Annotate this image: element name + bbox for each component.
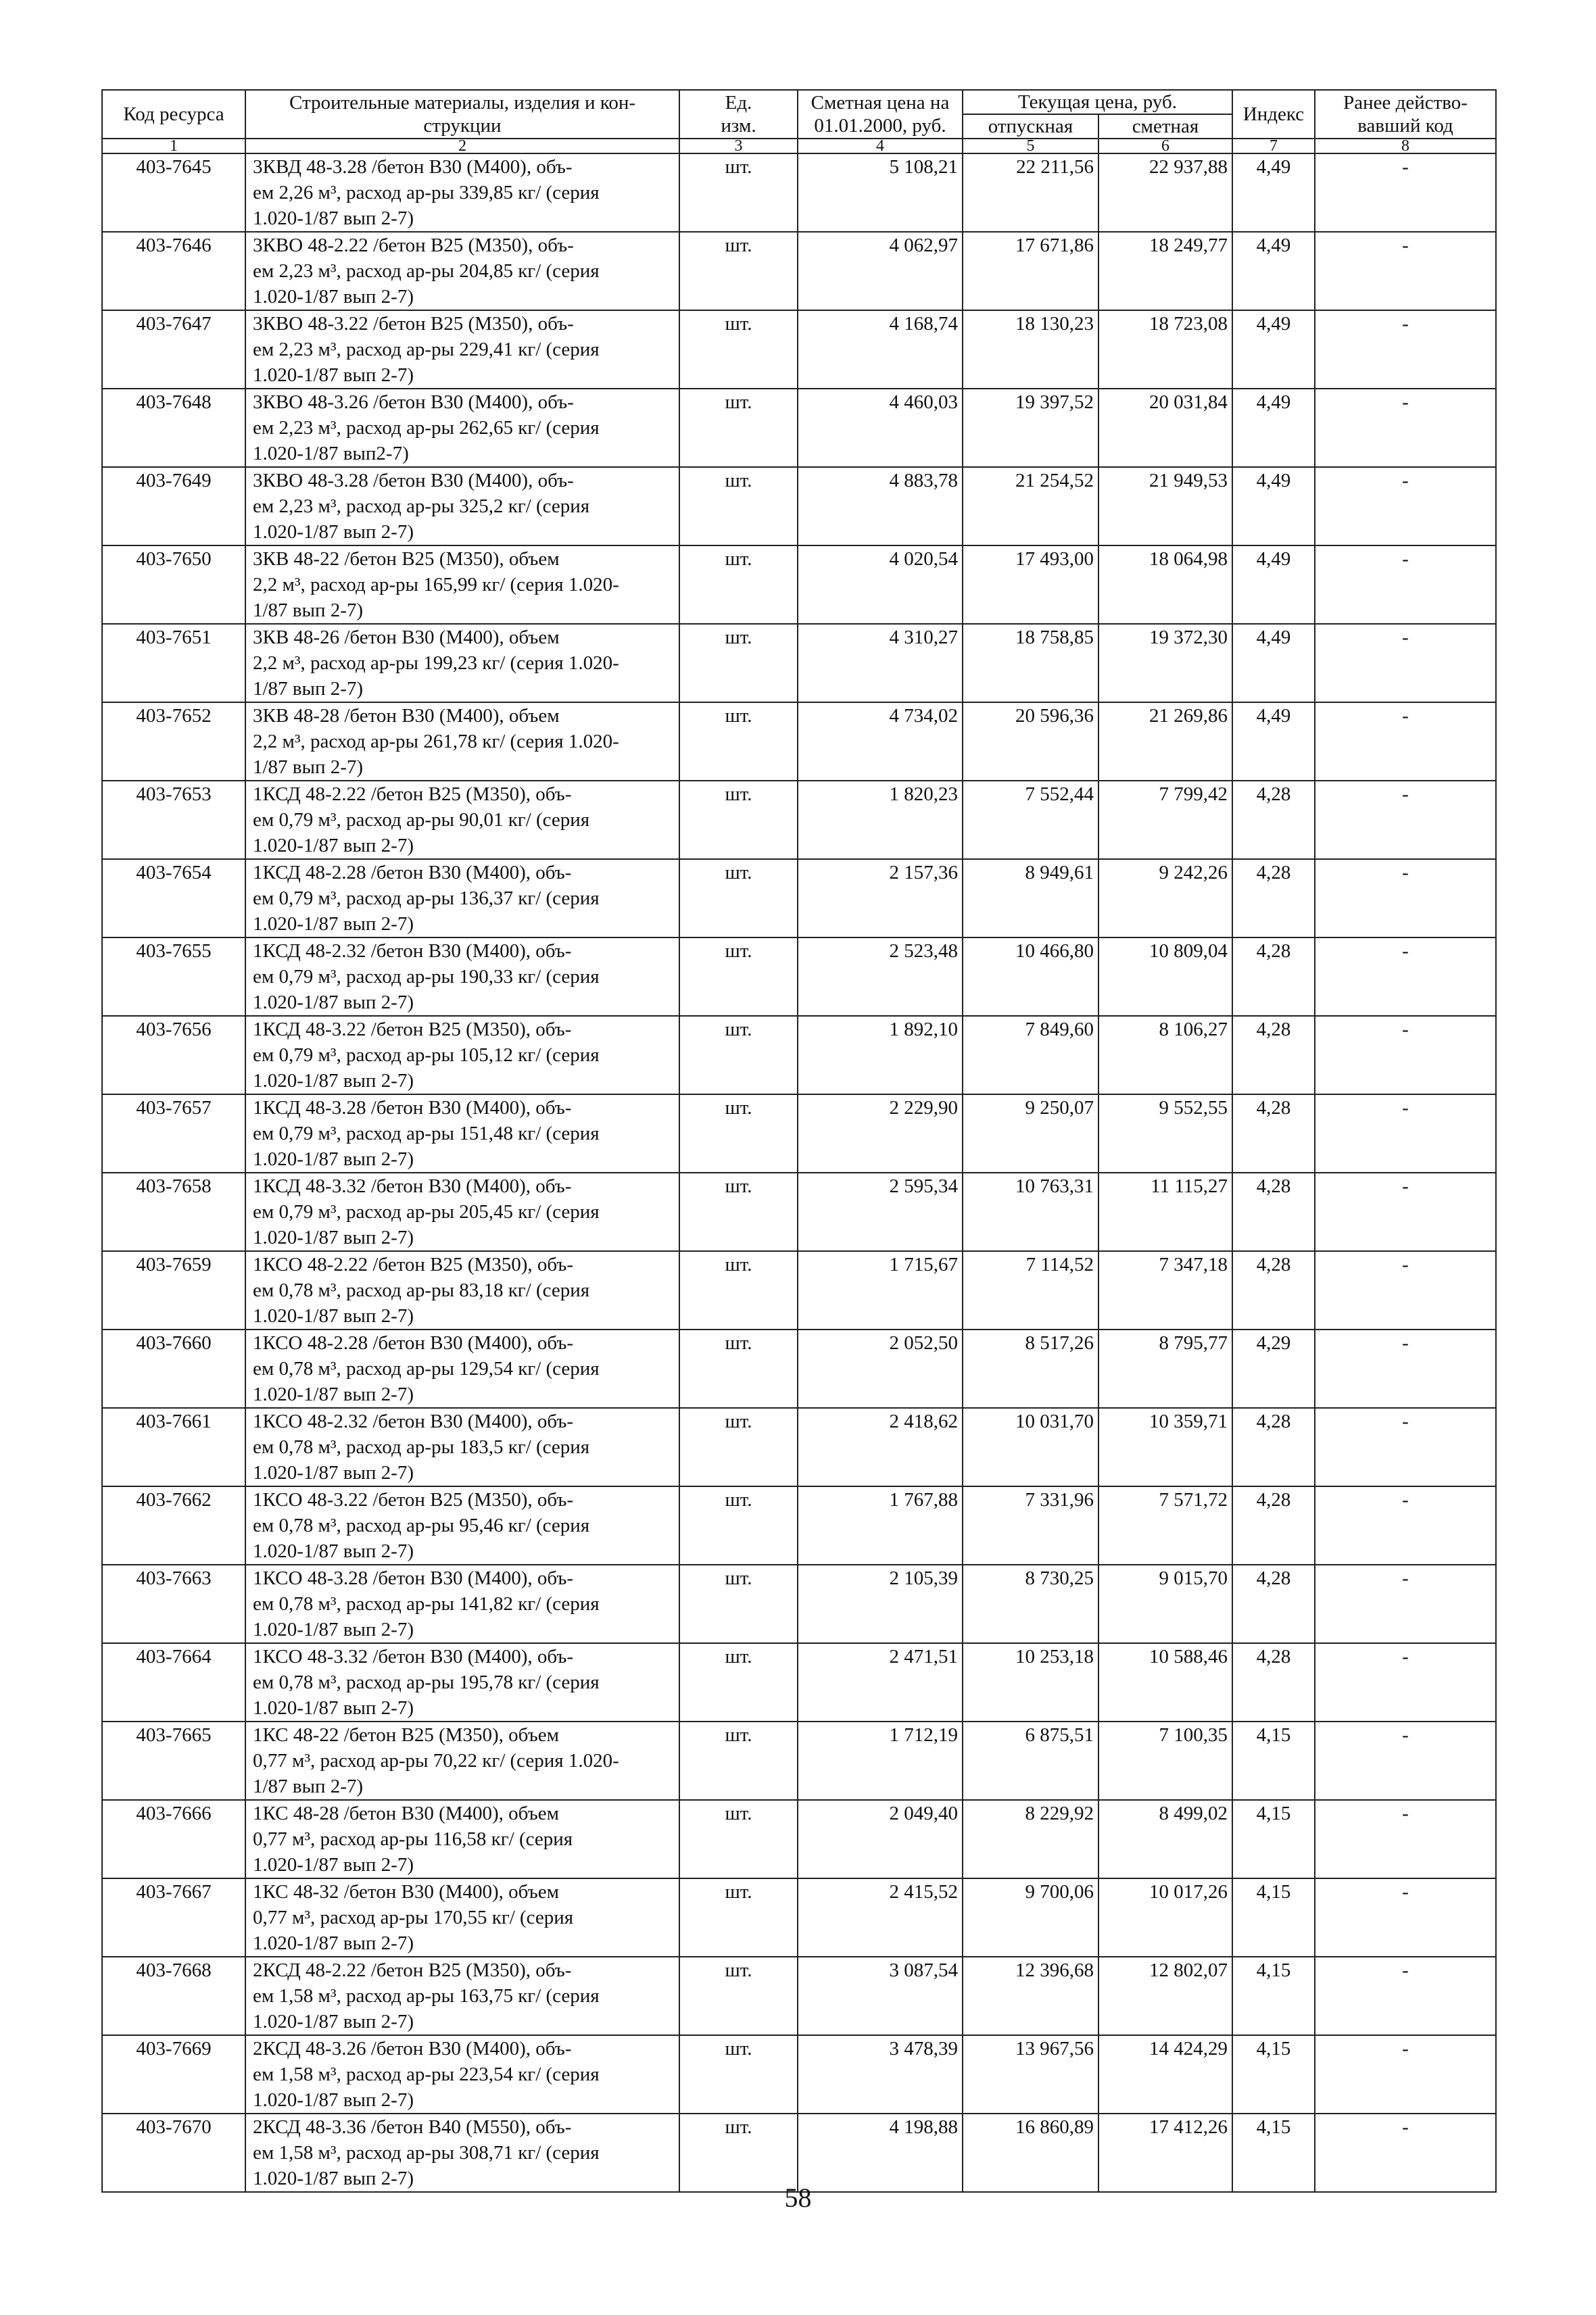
previous-code-cell: - [1315,1486,1496,1565]
base-price-cell: 2 229,90 [798,1094,963,1173]
unit-cell: шт. [679,389,798,467]
price-index-cell: 4,28 [1232,1016,1315,1094]
base-price-cell: 3 478,39 [798,2035,963,2114]
unit-cell: шт. [679,624,798,702]
resource-code-cell: 403-7655 [102,937,245,1016]
base-price-cell: 2 523,48 [798,937,963,1016]
resource-code-cell: 403-7647 [102,310,245,389]
table-row [102,1330,1496,1408]
base-price-cell: 4 883,78 [798,467,963,545]
estimate-price-cell: 9 552,55 [1098,1094,1232,1173]
resource-code-cell: 403-7651 [102,624,245,702]
estimate-price-cell: 22 937,88 [1098,153,1232,232]
base-price-cell: 1 712,19 [798,1722,963,1800]
resource-code-cell: 403-7652 [102,702,245,781]
material-name-cell: 1КСД 48-3.28 /бетон В30 (М400), объ- ем 0,79 м³, расход ар-ры 151,48 кг/ (серия 1.020-1/87 вып 2-7) [245,1094,679,1173]
material-name-cell: 2КСД 48-3.36 /бетон В40 (М550), объ- ем 1,58 м³, расход ар-ры 308,71 кг/ (серия 1.020-1/87 вып 2-7) [245,2114,679,2192]
sale-price-cell: 16 860,89 [963,2114,1098,2192]
material-name-cell: 1КСО 48-3.32 /бетон В30 (М400), объ- ем 0,78 м³, расход ар-ры 195,78 кг/ (серия 1.020-1/87 вып 2-7) [245,1643,679,1722]
unit-cell: шт. [679,232,798,310]
material-name-cell: 2КСД 48-3.26 /бетон В30 (М400), объ- ем 1,58 м³, расход ар-ры 223,54 кг/ (серия 1.020-1/87 вып 2-7) [245,2035,679,2114]
column-number: 4 [798,139,963,153]
material-name-cell: 1КСО 48-3.28 /бетон В30 (М400), объ- ем 0,78 м³, расход ар-ры 141,82 кг/ (серия 1.020-1/87 вып 2-7) [245,1565,679,1643]
table-row [102,1408,1496,1486]
price-index-cell: 4,28 [1232,1251,1315,1330]
sale-price-cell: 20 596,36 [963,702,1098,781]
base-price-cell: 5 108,21 [798,153,963,232]
unit-cell: шт. [679,1330,798,1408]
material-name-cell: 1КСО 48-2.22 /бетон В25 (М350), объ- ем 0,78 м³, расход ар-ры 83,18 кг/ (серия 1.020-1/87 вып 2-7) [245,1251,679,1330]
previous-code-cell: - [1315,1251,1496,1330]
estimate-price-cell: 14 424,29 [1098,2035,1232,2114]
previous-code-cell: - [1315,1643,1496,1722]
previous-code-cell: - [1315,781,1496,859]
estimate-price-cell: 10 017,26 [1098,1878,1232,1957]
resource-code-cell: 403-7649 [102,467,245,545]
table-row [102,153,1496,232]
table-row [102,702,1496,781]
previous-code-cell: - [1315,545,1496,624]
table-row [102,1957,1496,2035]
resource-code-cell: 403-7660 [102,1330,245,1408]
unit-cell: шт. [679,1565,798,1643]
estimate-price-cell: 21 949,53 [1098,467,1232,545]
header-name: Строительные материалы, изделия и кон- струкции [245,90,679,139]
previous-code-cell: - [1315,1408,1496,1486]
base-price-cell: 1 892,10 [798,1016,963,1094]
previous-code-cell: - [1315,232,1496,310]
estimate-price-cell: 7 347,18 [1098,1251,1232,1330]
table-row [102,1722,1496,1800]
table-row [102,859,1496,937]
estimate-price-cell: 20 031,84 [1098,389,1232,467]
base-price-cell: 1 767,88 [798,1486,963,1565]
sale-price-cell: 22 211,56 [963,153,1098,232]
estimate-price-cell: 17 412,26 [1098,2114,1232,2192]
resource-code-cell: 403-7668 [102,1957,245,2035]
sale-price-cell: 13 967,56 [963,2035,1098,2114]
table-row [102,2035,1496,2114]
unit-cell: шт. [679,1800,798,1878]
table-row [102,389,1496,467]
base-price-cell: 4 460,03 [798,389,963,467]
table-row [102,1878,1496,1957]
table-row [102,1251,1496,1330]
material-name-cell: 3КВО 48-3.26 /бетон В30 (М400), объ- ем 2,23 м³, расход ар-ры 262,65 кг/ (серия 1.020-1/87 вып2-7) [245,389,679,467]
unit-cell: шт. [679,859,798,937]
column-number: 7 [1232,139,1315,153]
resource-code-cell: 403-7657 [102,1094,245,1173]
table-row [102,1565,1496,1643]
sale-price-cell: 17 493,00 [963,545,1098,624]
unit-cell: шт. [679,1957,798,2035]
price-index-cell: 4,15 [1232,2035,1315,2114]
price-table-sheet [101,89,1495,2193]
unit-cell: шт. [679,781,798,859]
resource-code-cell: 403-7662 [102,1486,245,1565]
previous-code-cell: - [1315,310,1496,389]
estimate-price-cell: 18 723,08 [1098,310,1232,389]
resource-code-cell: 403-7665 [102,1722,245,1800]
price-index-cell: 4,28 [1232,1486,1315,1565]
estimate-price-cell: 8 106,27 [1098,1016,1232,1094]
material-name-cell: 1КСО 48-2.32 /бетон В30 (М400), объ- ем 0,78 м³, расход ар-ры 183,5 кг/ (серия 1.020-1/87 вып 2-7) [245,1408,679,1486]
price-index-cell: 4,28 [1232,1094,1315,1173]
sale-price-cell: 17 671,86 [963,232,1098,310]
base-price-cell: 2 595,34 [798,1173,963,1251]
estimate-price-cell: 10 809,04 [1098,937,1232,1016]
estimate-price-cell: 9 015,70 [1098,1565,1232,1643]
material-name-cell: 3КВО 48-3.28 /бетон В30 (М400), объ- ем 2,23 м³, расход ар-ры 325,2 кг/ (серия 1.020-1/87 вып 2-7) [245,467,679,545]
table-row [102,1643,1496,1722]
material-name-cell: 3КВ 48-22 /бетон В25 (М350), объем 2,2 м³, расход ар-ры 165,99 кг/ (серия 1.020- 1/87 вып 2-7) [245,545,679,624]
sale-price-cell: 8 229,92 [963,1800,1098,1878]
estimate-price-cell: 21 269,86 [1098,702,1232,781]
table-row [102,1094,1496,1173]
unit-cell: шт. [679,1878,798,1957]
price-index-cell: 4,49 [1232,389,1315,467]
price-index-cell: 4,49 [1232,545,1315,624]
column-number: 2 [245,139,679,153]
sale-price-cell: 7 849,60 [963,1016,1098,1094]
base-price-cell: 3 087,54 [798,1957,963,2035]
previous-code-cell: - [1315,1016,1496,1094]
table-row [102,467,1496,545]
resource-code-cell: 403-7669 [102,2035,245,2114]
table-row [102,624,1496,702]
material-name-cell: 1КСД 48-3.22 /бетон В25 (М350), объ- ем 0,79 м³, расход ар-ры 105,12 кг/ (серия 1.020-1/87 вып 2-7) [245,1016,679,1094]
sale-price-cell: 18 130,23 [963,310,1098,389]
resource-code-cell: 403-7650 [102,545,245,624]
previous-code-cell: - [1315,153,1496,232]
sale-price-cell: 9 700,06 [963,1878,1098,1957]
base-price-cell: 4 062,97 [798,232,963,310]
estimate-price-cell: 7 799,42 [1098,781,1232,859]
price-index-cell: 4,15 [1232,1800,1315,1878]
resource-code-cell: 403-7670 [102,2114,245,2192]
sale-price-cell: 8 730,25 [963,1565,1098,1643]
base-price-cell: 1 715,67 [798,1251,963,1330]
sale-price-cell: 8 517,26 [963,1330,1098,1408]
table-row [102,1486,1496,1565]
estimate-price-cell: 10 359,71 [1098,1408,1232,1486]
base-price-cell: 2 105,39 [798,1565,963,1643]
previous-code-cell: - [1315,1173,1496,1251]
page-number: 58 [784,2183,812,2213]
resource-code-cell: 403-7653 [102,781,245,859]
sale-price-cell: 10 031,70 [963,1408,1098,1486]
price-index-cell: 4,49 [1232,702,1315,781]
table-row [102,1173,1496,1251]
base-price-cell: 1 820,23 [798,781,963,859]
column-number-row [102,139,1496,153]
column-number: 5 [963,139,1098,153]
material-name-cell: 3КВ 48-28 /бетон В30 (М400), объем 2,2 м³, расход ар-ры 261,78 кг/ (серия 1.020- 1/87 вып 2-7) [245,702,679,781]
material-name-cell: 2КСД 48-2.22 /бетон В25 (М350), объ- ем 1,58 м³, расход ар-ры 163,75 кг/ (серия 1.020-1/87 вып 2-7) [245,1957,679,2035]
material-name-cell: 1КСД 48-2.28 /бетон В30 (М400), объ- ем 0,79 м³, расход ар-ры 136,37 кг/ (серия 1.020-1/87 вып 2-7) [245,859,679,937]
material-name-cell: 1КСО 48-3.22 /бетон В25 (М350), объ- ем 0,78 м³, расход ар-ры 95,46 кг/ (серия 1.020-1/87 вып 2-7) [245,1486,679,1565]
price-index-cell: 4,28 [1232,1643,1315,1722]
table-row [102,2114,1496,2192]
unit-cell: шт. [679,1016,798,1094]
unit-cell: шт. [679,545,798,624]
unit-cell: шт. [679,1722,798,1800]
table-row [102,937,1496,1016]
previous-code-cell: - [1315,2114,1496,2192]
column-number: 3 [679,139,798,153]
previous-code-cell: - [1315,1565,1496,1643]
column-number: 8 [1315,139,1496,153]
column-number: 1 [102,139,245,153]
material-name-cell: 3КВО 48-2.22 /бетон В25 (М350), объ- ем 2,23 м³, расход ар-ры 204,85 кг/ (серия 1.020-1/87 вып 2-7) [245,232,679,310]
price-index-cell: 4,49 [1232,624,1315,702]
material-name-cell: 3КВО 48-3.22 /бетон В25 (М350), объ- ем 2,23 м³, расход ар-ры 229,41 кг/ (серия 1.020-1/87 вып 2-7) [245,310,679,389]
estimate-price-cell: 19 372,30 [1098,624,1232,702]
estimate-price-cell: 8 795,77 [1098,1330,1232,1408]
price-table [101,89,1497,2193]
price-index-cell: 4,28 [1232,937,1315,1016]
price-index-cell: 4,28 [1232,1408,1315,1486]
unit-cell: шт. [679,2114,798,2192]
unit-cell: шт. [679,1486,798,1565]
column-number: 6 [1098,139,1232,153]
previous-code-cell: - [1315,1957,1496,2035]
table-row [102,545,1496,624]
estimate-price-cell: 18 249,77 [1098,232,1232,310]
resource-code-cell: 403-7654 [102,859,245,937]
sale-price-cell: 18 758,85 [963,624,1098,702]
table-row [102,1800,1496,1878]
unit-cell: шт. [679,1094,798,1173]
base-price-cell: 2 415,52 [798,1878,963,1957]
resource-code-cell: 403-7666 [102,1800,245,1878]
price-index-cell: 4,29 [1232,1330,1315,1408]
material-name-cell: 1КС 48-32 /бетон В30 (М400), объем 0,77 м³, расход ар-ры 170,55 кг/ (серия 1.020-1/87 вып 2-7) [245,1878,679,1957]
sale-price-cell: 12 396,68 [963,1957,1098,2035]
resource-code-cell: 403-7656 [102,1016,245,1094]
sale-price-cell: 7 114,52 [963,1251,1098,1330]
unit-cell: шт. [679,467,798,545]
price-index-cell: 4,49 [1232,153,1315,232]
unit-cell: шт. [679,937,798,1016]
material-name-cell: 1КС 48-28 /бетон В30 (М400), объем 0,77 м³, расход ар-ры 116,58 кг/ (серия 1.020-1/87 вып 2-7) [245,1800,679,1878]
resource-code-cell: 403-7661 [102,1408,245,1486]
price-index-cell: 4,15 [1232,1957,1315,2035]
price-index-cell: 4,49 [1232,467,1315,545]
unit-cell: шт. [679,1643,798,1722]
previous-code-cell: - [1315,702,1496,781]
sale-price-cell: 10 253,18 [963,1643,1098,1722]
header-current-estimate: сметная [1098,114,1232,139]
sale-price-cell: 10 466,80 [963,937,1098,1016]
sale-price-cell: 10 763,31 [963,1173,1098,1251]
unit-cell: шт. [679,1408,798,1486]
sale-price-cell: 8 949,61 [963,859,1098,937]
base-price-cell: 4 734,02 [798,702,963,781]
sale-price-cell: 21 254,52 [963,467,1098,545]
resource-code-cell: 403-7663 [102,1565,245,1643]
table-body [102,153,1496,2192]
table-row [102,781,1496,859]
previous-code-cell: - [1315,937,1496,1016]
unit-cell: шт. [679,153,798,232]
unit-cell: шт. [679,1173,798,1251]
estimate-price-cell: 18 064,98 [1098,545,1232,624]
base-price-cell: 2 471,51 [798,1643,963,1722]
material-name-cell: 1КСО 48-2.28 /бетон В30 (М400), объ- ем 0,78 м³, расход ар-ры 129,54 кг/ (серия 1.020-1/87 вып 2-7) [245,1330,679,1408]
header-current-price: Текущая цена, руб. [963,90,1232,114]
resource-code-cell: 403-7645 [102,153,245,232]
sale-price-cell: 6 875,51 [963,1722,1098,1800]
resource-code-cell: 403-7659 [102,1251,245,1330]
estimate-price-cell: 9 242,26 [1098,859,1232,937]
sale-price-cell: 9 250,07 [963,1094,1098,1173]
base-price-cell: 4 020,54 [798,545,963,624]
unit-cell: шт. [679,2035,798,2114]
sale-price-cell: 7 552,44 [963,781,1098,859]
resource-code-cell: 403-7658 [102,1173,245,1251]
sale-price-cell: 19 397,52 [963,389,1098,467]
header-code: Код ресурса [102,90,245,139]
estimate-price-cell: 8 499,02 [1098,1800,1232,1878]
base-price-cell: 2 418,62 [798,1408,963,1486]
previous-code-cell: - [1315,2035,1496,2114]
estimate-price-cell: 10 588,46 [1098,1643,1232,1722]
header-current-sale: отпускная [963,114,1098,139]
price-index-cell: 4,28 [1232,859,1315,937]
material-name-cell: 1КС 48-22 /бетон В25 (М350), объем 0,77 м³, расход ар-ры 70,22 кг/ (серия 1.020- 1/87 вып 2-7) [245,1722,679,1800]
estimate-price-cell: 7 571,72 [1098,1486,1232,1565]
base-price-cell: 2 052,50 [798,1330,963,1408]
previous-code-cell: - [1315,859,1496,937]
previous-code-cell: - [1315,1722,1496,1800]
price-index-cell: 4,28 [1232,1565,1315,1643]
material-name-cell: 1КСД 48-2.32 /бетон В30 (М400), объ- ем 0,79 м³, расход ар-ры 190,33 кг/ (серия 1.020-1/87 вып 2-7) [245,937,679,1016]
material-name-cell: 3КВД 48-3.28 /бетон В30 (М400), объ- ем 2,26 м³, расход ар-ры 339,85 кг/ (серия 1.020-1/87 вып 2-7) [245,153,679,232]
previous-code-cell: - [1315,624,1496,702]
previous-code-cell: - [1315,1878,1496,1957]
resource-code-cell: 403-7667 [102,1878,245,1957]
resource-code-cell: 403-7646 [102,232,245,310]
previous-code-cell: - [1315,1800,1496,1878]
resource-code-cell: 403-7648 [102,389,245,467]
price-index-cell: 4,15 [1232,1722,1315,1800]
previous-code-cell: - [1315,1094,1496,1173]
material-name-cell: 3КВ 48-26 /бетон В30 (М400), объем 2,2 м³, расход ар-ры 199,23 кг/ (серия 1.020- 1/87 вып 2-7) [245,624,679,702]
price-index-cell: 4,28 [1232,1173,1315,1251]
resource-code-cell: 403-7664 [102,1643,245,1722]
base-price-cell: 2 157,36 [798,859,963,937]
unit-cell: шт. [679,310,798,389]
base-price-cell: 4 310,27 [798,624,963,702]
price-index-cell: 4,49 [1232,232,1315,310]
estimate-price-cell: 11 115,27 [1098,1173,1232,1251]
header-base-price: Сметная цена на 01.01.2000, руб. [798,90,963,139]
base-price-cell: 4 168,74 [798,310,963,389]
table-row [102,1016,1496,1094]
price-index-cell: 4,49 [1232,310,1315,389]
price-index-cell: 4,15 [1232,2114,1315,2192]
previous-code-cell: - [1315,467,1496,545]
unit-cell: шт. [679,702,798,781]
unit-cell: шт. [679,1251,798,1330]
material-name-cell: 1КСД 48-2.22 /бетон В25 (М350), объ- ем 0,79 м³, расход ар-ры 90,01 кг/ (серия 1.020-1/87 вып 2-7) [245,781,679,859]
price-index-cell: 4,15 [1232,1878,1315,1957]
table-row [102,232,1496,310]
table-row [102,310,1496,389]
base-price-cell: 2 049,40 [798,1800,963,1878]
previous-code-cell: - [1315,389,1496,467]
header-prev-code: Ранее действо- вавший код [1315,90,1496,139]
price-index-cell: 4,28 [1232,781,1315,859]
header-index: Индекс [1232,90,1315,139]
estimate-price-cell: 7 100,35 [1098,1722,1232,1800]
material-name-cell: 1КСД 48-3.32 /бетон В30 (М400), объ- ем 0,79 м³, расход ар-ры 205,45 кг/ (серия 1.020-1/87 вып 2-7) [245,1173,679,1251]
previous-code-cell: - [1315,1330,1496,1408]
header-unit: Ед. изм. [679,90,798,139]
estimate-price-cell: 12 802,07 [1098,1957,1232,2035]
base-price-cell: 4 198,88 [798,2114,963,2192]
table-header [102,90,1496,153]
sale-price-cell: 7 331,96 [963,1486,1098,1565]
